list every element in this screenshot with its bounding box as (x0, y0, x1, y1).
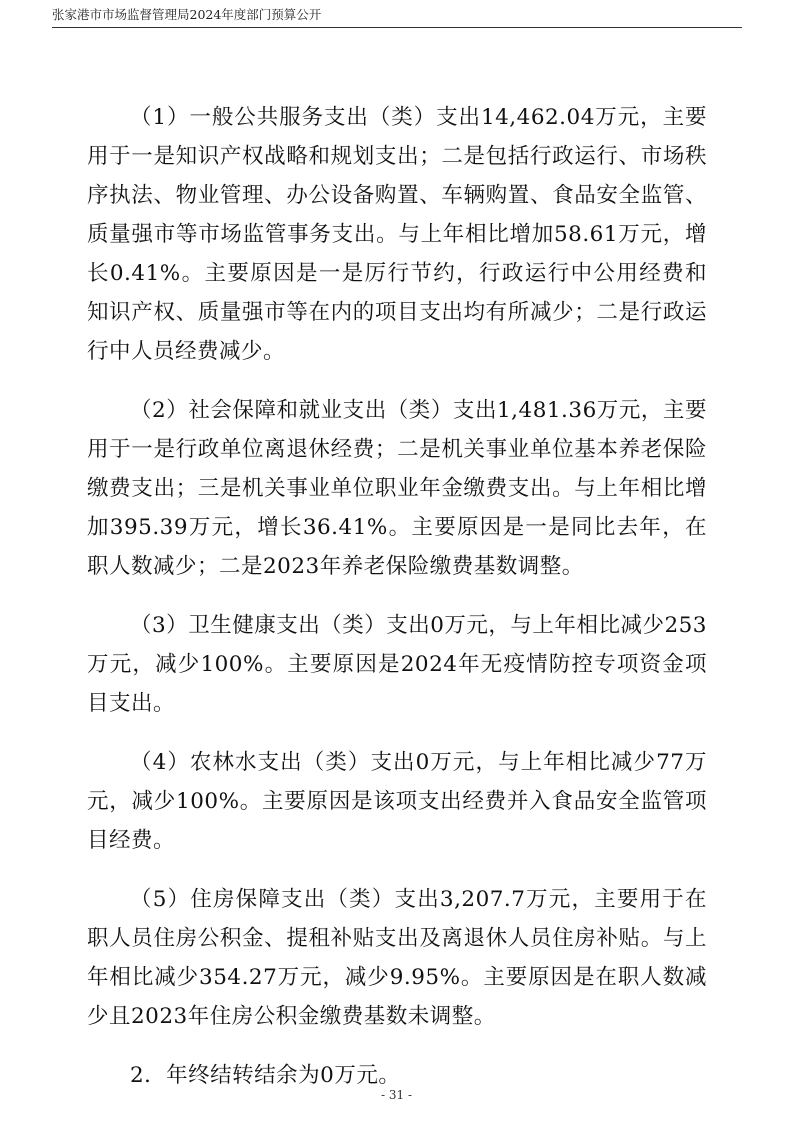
paragraph-year-end-balance: 2．年终结转结余为0万元。 (130, 1063, 401, 1088)
paragraph-general-public-services: （1）一般公共服务支出（类）支出14,462.04万元，主要用于一是知识产权战略和规划支出；二是包括行政运行、市场秩序执法、物业管理、办公设备购置、车辆购置、食品安全监管、质量强市等市场监管事务支出。与上年相比增加58.61万元，增长0.41%。主要原因是一是厉行节约，行政运行中公用经费和知识产权、质量强市等在内的项目支出均有所减少；二是行政运行中人员经费减少。 (87, 105, 707, 364)
paragraph-housing: （5）住房保障支出（类）支出3,207.7万元，主要用于在职人员住房公积金、提租补贴支出及离退休人员住房补贴。与上年相比减少354.27万元，减少9.95%。主要原因是在职人数减少且2023年住房公积金缴费基数未调整。 (87, 887, 707, 1029)
paragraph-health: （3）卫生健康支出（类）支出0万元，与上年相比减少253万元，减少100%。主要原因是2024年无疫情防控专项资金项目支出。 (87, 613, 707, 716)
paragraph-social-security: （2）社会保障和就业支出（类）支出1,481.36万元，主要用于一是行政单位离退休经费；二是机关事业单位基本养老保险缴费支出；三是机关事业单位职业年金缴费支出。与上年相比增加395.39万元，增长36.41%。主要原因是一是同比去年，在职人数减少；二是2023年养老保险缴费基数调整。 (87, 398, 707, 579)
page-number: - 31 - (380, 1088, 412, 1102)
header-divider (52, 27, 742, 28)
document-body (87, 98, 707, 1095)
paragraph-agriculture: （4）农林水支出（类）支出0万元，与上年相比减少77万元，减少100%。主要原因是该项支出经费并入食品安全监管项目经费。 (87, 750, 707, 853)
running-header: 张家港市市场监督管理局2024年度部门预算公开 (52, 7, 322, 22)
